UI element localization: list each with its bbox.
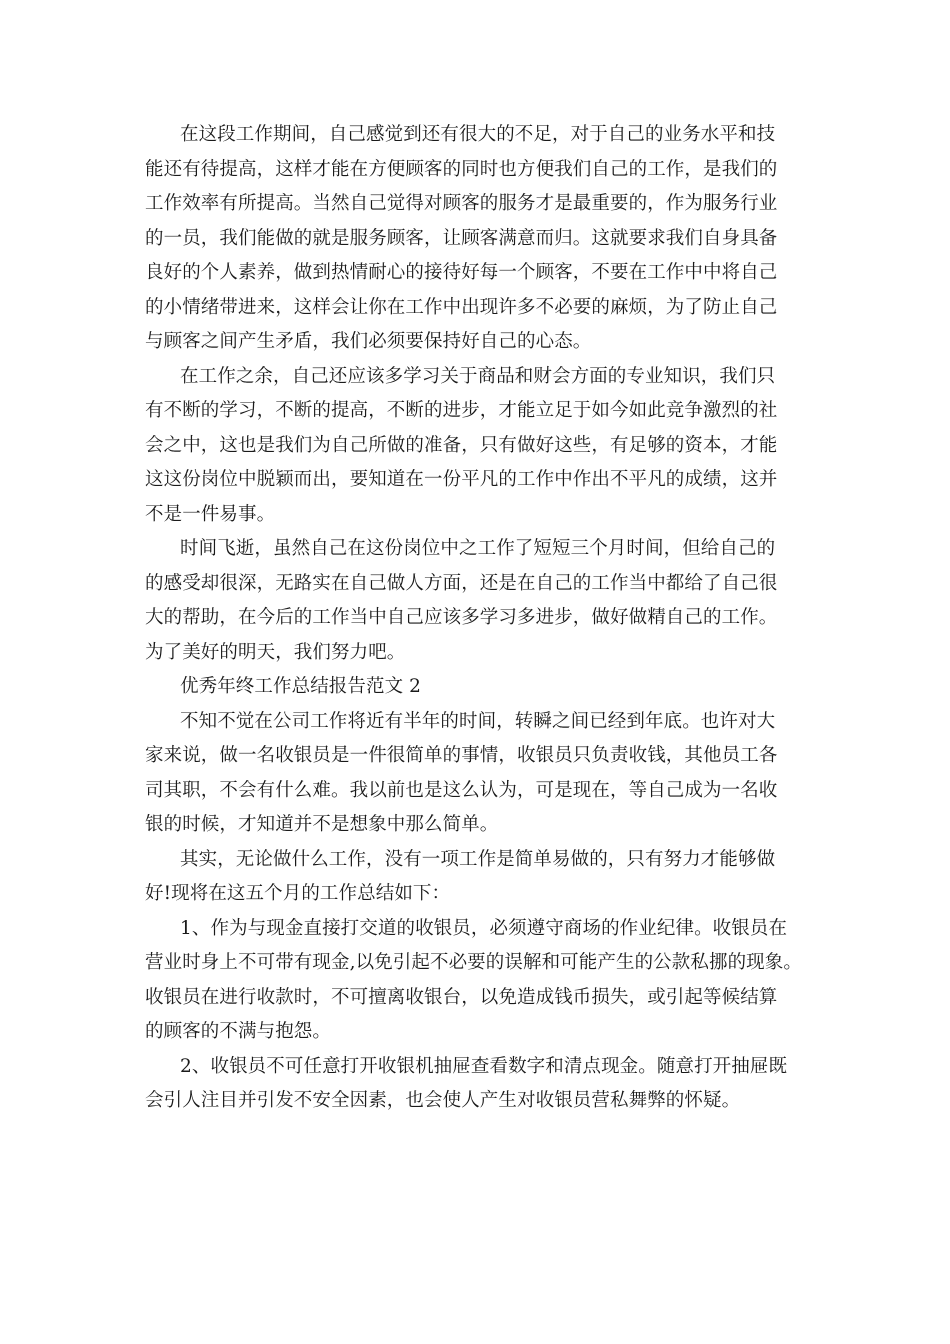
text-line: 银的时候，才知道并不是想象中那么简单。 <box>145 814 499 835</box>
text-line: 营业时身上不可带有现金,以免引起不必要的误解和可能产生的公款私挪的现象。 <box>145 952 802 973</box>
text-line: 1、作为与现金直接打交道的收银员，必须遵守商场的作业纪律。收银员在 <box>180 917 788 939</box>
text-line: 优秀年终工作总结报告范文 2 <box>180 676 422 697</box>
text-line: 会引人注目并引发不安全因素，也会使人产生对收银员营私舞弊的怀疑。 <box>145 1090 741 1111</box>
text-line: 时间飞逝，虽然自己在这份岗位中之工作了短短三个月时间，但给自己的 <box>180 538 776 559</box>
document-body <box>145 118 825 1119</box>
text-line: 不是一件易事。 <box>145 503 276 525</box>
text-line: 在工作之余，自己还应该多学习关于商品和财会方面的专业知识，我们只 <box>180 365 776 387</box>
text-line: 与顾客之间产生矛盾，我们必须要保持好自己的心态。 <box>145 331 592 352</box>
text-line: 为了美好的明天，我们努力吧。 <box>145 641 406 663</box>
text-line: 有不断的学习，不断的提高，不断的进步，才能立足于如今如此竞争激烈的社 <box>145 400 778 421</box>
text-line: 工作效率有所提高。当然自己觉得对顾客的服务才是最重要的，作为服务行业 <box>145 193 778 214</box>
text-line: 的一员，我们能做的就是服务顾客，让顾客满意而归。这就要求我们自身具备 <box>145 227 778 249</box>
text-line: 好!现将在这五个月的工作总结如下： <box>145 883 451 904</box>
text-line: 其实，无论做什么工作，没有一项工作是简单易做的，只有努力才能够做 <box>180 848 776 870</box>
text-line: 家来说，做一名收银员是一件很简单的事情，收银员只负责收钱，其他员工各 <box>145 745 778 766</box>
text-line: 的感受却很深，无路实在自己做人方面，还是在自己的工作当中都给了自己很 <box>145 572 778 594</box>
text-line: 在这段工作期间，自己感觉到还有很大的不足，对于自己的业务水平和技 <box>180 124 776 145</box>
text-line: 不知不觉在公司工作将近有半年的时间，转瞬之间已经到年底。也许对大 <box>180 710 776 732</box>
text-line: 2、收银员不可任意打开收银机抽屉查看数字和清点现金。随意打开抽屉既 <box>180 1055 788 1077</box>
text-line: 收银员在进行收款时，不可擅离收银台，以免造成钱币损失，或引起等候结算 <box>145 986 778 1008</box>
text-line: 这这份岗位中脱颖而出，要知道在一份平凡的工作中作出不平凡的成绩，这并 <box>145 469 778 490</box>
text-line: 能还有待提高，这样才能在方便顾客的同时也方便我们自己的工作，是我们的 <box>145 158 778 180</box>
text-line: 的顾客的不满与抱怨。 <box>145 1021 332 1042</box>
text-line: 司其职，不会有什么难。我以前也是这么认为，可是现在，等自己成为一名收 <box>145 779 778 801</box>
text-line: 会之中，这也是我们为自己所做的准备，只有做好这些，有足够的资本，才能 <box>145 434 778 456</box>
text-line: 良好的个人素养，做到热情耐心的接待好每一个顾客，不要在工作中中将自己 <box>145 262 778 283</box>
text-line: 大的帮助，在今后的工作当中自己应该多学习多进步，做好做精自己的工作。 <box>145 607 778 628</box>
text-line: 的小情绪带进来，这样会让你在工作中出现许多不必要的麻烦，为了防止自己 <box>145 296 778 318</box>
